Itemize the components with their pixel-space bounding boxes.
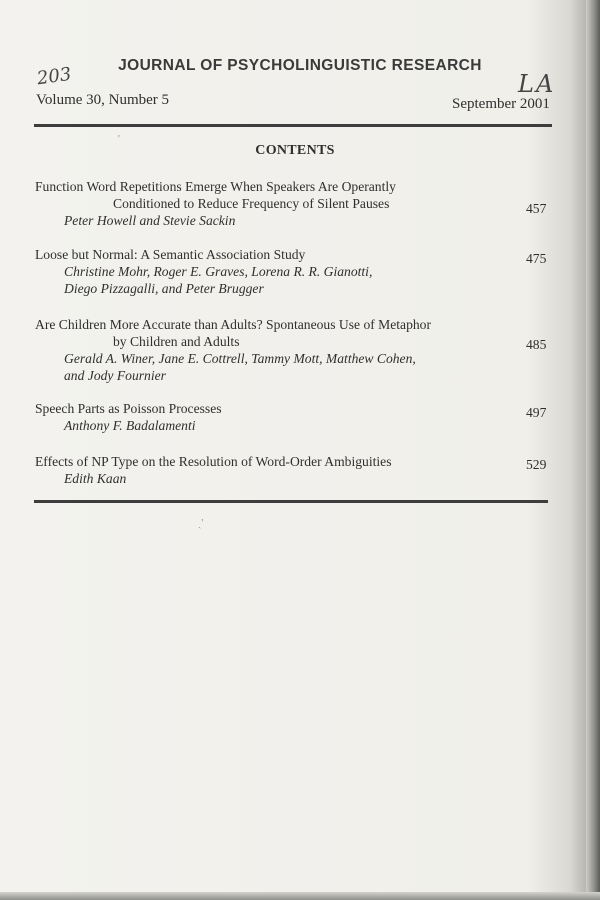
- page-number: 497: [526, 405, 547, 420]
- ink-speck: ': [118, 134, 120, 145]
- article-authors-continued: and Jody Fournier: [64, 368, 166, 383]
- article-title: Effects of NP Type on the Resolution of Word-Order Ambiguities: [35, 454, 392, 469]
- article-title: Speech Parts as Poisson Processes: [35, 401, 222, 416]
- article-authors-continued: Diego Pizzagalli, and Peter Brugger: [64, 281, 264, 296]
- ink-speck: ˏ': [198, 518, 204, 529]
- toc-entry: [35, 453, 555, 487]
- page-bottom-edge: [0, 892, 600, 900]
- article-authors: Anthony F. Badalamenti: [64, 418, 196, 433]
- issue-date: September 2001: [452, 96, 550, 112]
- page-number: 485: [526, 337, 547, 352]
- article-title-continued: Conditioned to Reduce Frequency of Silent Pauses: [113, 196, 390, 211]
- article-title: Are Children More Accurate than Adults? Spontaneous Use of Metaphor: [35, 317, 432, 332]
- page-number: 457: [526, 201, 547, 216]
- article-title: Function Word Repetitions Emerge When Speakers Are Operantly: [35, 179, 396, 194]
- bottom-rule: [34, 500, 548, 503]
- toc-entry: [35, 316, 555, 384]
- article-authors: Christine Mohr, Roger E. Graves, Lorena R. R. Gianotti,: [64, 264, 373, 279]
- toc-entry: [35, 246, 555, 297]
- article-authors: Peter Howell and Stevie Sackin: [64, 213, 236, 228]
- handwritten-note-right: LA: [518, 70, 556, 98]
- book-spine-edge: [586, 0, 600, 900]
- page-number: 475: [526, 251, 547, 266]
- article-authors: Edith Kaan: [64, 471, 127, 486]
- article-title-continued: by Children and Adults: [113, 334, 240, 349]
- article-authors: Gerald A. Winer, Jane E. Cottrell, Tammy Mott, Matthew Cohen,: [64, 351, 416, 366]
- toc-entry: [35, 178, 555, 229]
- top-rule: [34, 124, 552, 127]
- article-title: Loose but Normal: A Semantic Association Study: [35, 247, 306, 262]
- page-number: 529: [526, 457, 547, 472]
- handwritten-note-left: 203: [35, 63, 73, 90]
- toc-entry: [35, 400, 555, 434]
- journal-title: JOURNAL OF PSYCHOLINGUISTIC RESEARCH: [118, 57, 482, 74]
- contents-heading: CONTENTS: [255, 143, 335, 158]
- volume-number: Volume 30, Number 5: [36, 92, 170, 108]
